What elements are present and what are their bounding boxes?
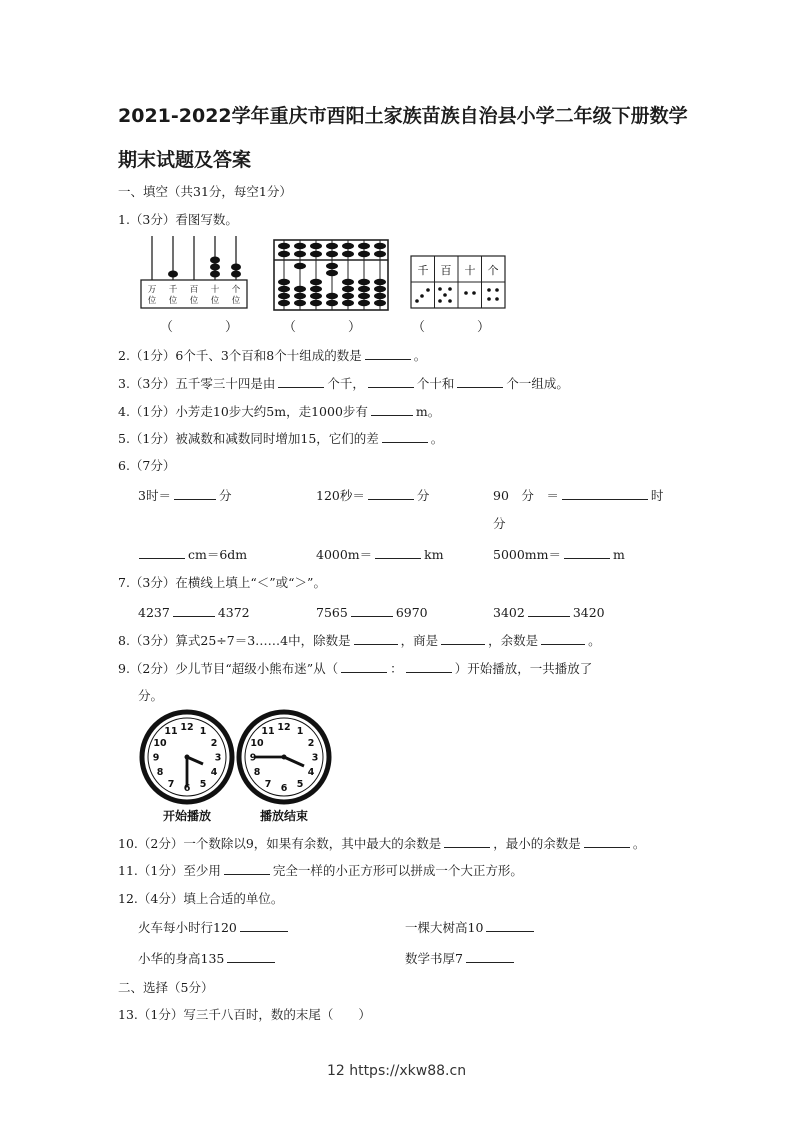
svg-text:10: 10 [250,738,264,749]
svg-text:10: 10 [153,738,167,749]
answer-paren-3[interactable]: （ ） [412,320,491,335]
svg-text:1: 1 [199,726,207,737]
svg-text:11: 11 [164,726,178,737]
q3-blank-ones[interactable] [457,374,503,388]
q7-item-1: 4237 4372 [138,605,250,620]
q12-blank-4[interactable] [466,949,514,963]
question-10: 10.（2分）一个数除以9，如果有余数，其中最大的余数是 ，最小的余数是 。 [118,836,646,851]
q12-item-1: 火车每小时行120 [138,918,291,936]
svg-text:位: 位 [231,296,241,306]
svg-text:7: 7 [264,779,272,790]
question-4: 4.（1分）小芳走10步大约5m，走1000步有 m。 [118,404,441,419]
question-6: 6.（7分） [118,458,176,473]
q7-item-3: 3402 3420 [493,605,605,620]
svg-text:5: 5 [199,779,207,790]
q6-blank-4[interactable] [139,545,185,559]
q10-blank-max[interactable] [444,834,490,848]
q3-blank-tens[interactable] [368,374,414,388]
q3-blank-thousands[interactable] [278,374,324,388]
q6-blank-5[interactable] [375,545,421,559]
q7-blank-1[interactable] [173,603,215,617]
suanpan-figure [272,238,390,312]
q2-blank[interactable] [365,346,411,360]
q7-blank-3[interactable] [528,603,570,617]
q8-blank-divisor[interactable] [354,631,398,645]
question-7: 7.（3分）在横线上填上“＜”或“＞”。 [118,575,326,590]
q6-item-6: 5000mm＝ m [493,547,625,562]
svg-text:7: 7 [167,779,175,790]
svg-text:十: 十 [210,285,220,295]
svg-text:千: 千 [417,264,429,277]
q8-blank-remainder[interactable] [541,631,585,645]
q11-blank[interactable] [224,861,270,875]
question-8: 8.（3分）算式25÷7＝3……4中，除数是 ，商是 ，余数是 。 [118,633,601,648]
q6-blank-6[interactable] [564,545,610,559]
q6-item-4: cm＝6dm [136,545,247,563]
svg-text:8: 8 [253,767,261,778]
q12-item-4: 数学书厚7 [405,949,517,967]
section-1-heading: 一、填空（共31分，每空1分） [118,184,292,199]
svg-text:12: 12 [180,722,194,733]
q7-item-2: 7565 6970 [316,605,428,620]
question-1: 1.（3分）看图写数。 [118,212,238,227]
page-title: 2021-2022学年重庆市酉阳土家族苗族自治县小学二年级下册数学期末试题及答案 [118,105,688,171]
q12-item-3: 小华的身高135 [138,949,278,967]
svg-text:8: 8 [156,767,164,778]
svg-text:千: 千 [168,285,178,295]
abacus-label-wan: 万 [147,285,157,295]
svg-text:百: 百 [440,264,452,277]
q9-blank-hour[interactable] [341,659,387,673]
q8-blank-quotient[interactable] [441,631,485,645]
q5-blank[interactable] [382,429,428,443]
svg-text:2: 2 [210,738,218,749]
question-9: 9.（2分）少儿节目“超级小熊布迷”从（ ： ）开始播放，一共播放了 [118,661,593,676]
question-2: 2.（1分）6个千、3个百和8个十组成的数是 。 [118,348,427,363]
svg-text:3: 3 [311,752,319,764]
q6-blank-3[interactable] [562,486,648,500]
svg-text:9: 9 [152,752,160,764]
clock-label-end: 播放结束 [259,809,309,823]
q6-item-5: 4000m＝ km [316,547,444,562]
page-footer: 12 https://xkw88.cn [326,1063,467,1079]
question-9-wrap: 分。 [138,688,164,703]
section-2-heading: 二、选择（5分） [118,980,214,995]
svg-text:6: 6 [183,783,191,794]
q6-item-1: 3时＝ 分 [138,488,232,503]
svg-text:12: 12 [277,722,291,733]
q6-blank-1[interactable] [174,486,216,500]
svg-text:百: 百 [189,285,199,295]
q7-blank-2[interactable] [351,603,393,617]
svg-text:3: 3 [214,752,222,764]
place-value-table [410,254,506,310]
svg-text:个: 个 [487,264,499,277]
svg-text:1: 1 [296,726,304,737]
clocks-figure [138,708,338,826]
question-12: 12.（4分）填上合适的单位。 [118,891,284,906]
svg-text:位: 位 [147,296,157,306]
svg-text:11: 11 [261,726,275,737]
svg-text:5: 5 [296,779,304,790]
q12-blank-2[interactable] [486,918,534,932]
question-3: 3.（3分）五千零三十四是由 个千， 个十和 个一组成。 [118,376,569,391]
svg-text:位: 位 [168,296,178,306]
answer-paren-1[interactable]: （ ） [160,320,239,335]
q9-blank-minute[interactable] [406,659,452,673]
svg-text:2: 2 [307,738,315,749]
q12-blank-1[interactable] [240,918,288,932]
abacus-figure [138,232,250,312]
q10-blank-min[interactable] [584,834,630,848]
svg-text:位: 位 [189,296,199,306]
q6-item-2: 120秒＝ 分 [316,488,430,503]
q12-blank-3[interactable] [227,949,275,963]
answer-paren-2[interactable]: （ ） [283,320,362,335]
question-5: 5.（1分）被减数和减数同时增加15，它们的差 。 [118,431,444,446]
svg-text:4: 4 [210,767,218,778]
question-13: 13.（1分）写三千八百时，数的末尾（ ） [118,1007,371,1022]
q6-item-3: 90 分 ＝ 时 [493,488,664,503]
q4-blank[interactable] [371,402,413,416]
q6-blank-2[interactable] [368,486,414,500]
svg-text:个: 个 [231,285,241,295]
clock-label-start: 开始播放 [162,809,212,823]
svg-text:9: 9 [249,752,257,764]
svg-text:4: 4 [307,767,315,778]
svg-text:6: 6 [280,783,288,794]
svg-text:十: 十 [464,264,476,277]
q12-item-2: 一棵大树高10 [405,918,537,936]
svg-text:位: 位 [210,296,220,306]
question-11: 11.（1分）至少用 完全一样的小正方形可以拼成一个大正方形。 [118,863,523,878]
q6-item-3-wrap: 分 [493,516,506,531]
